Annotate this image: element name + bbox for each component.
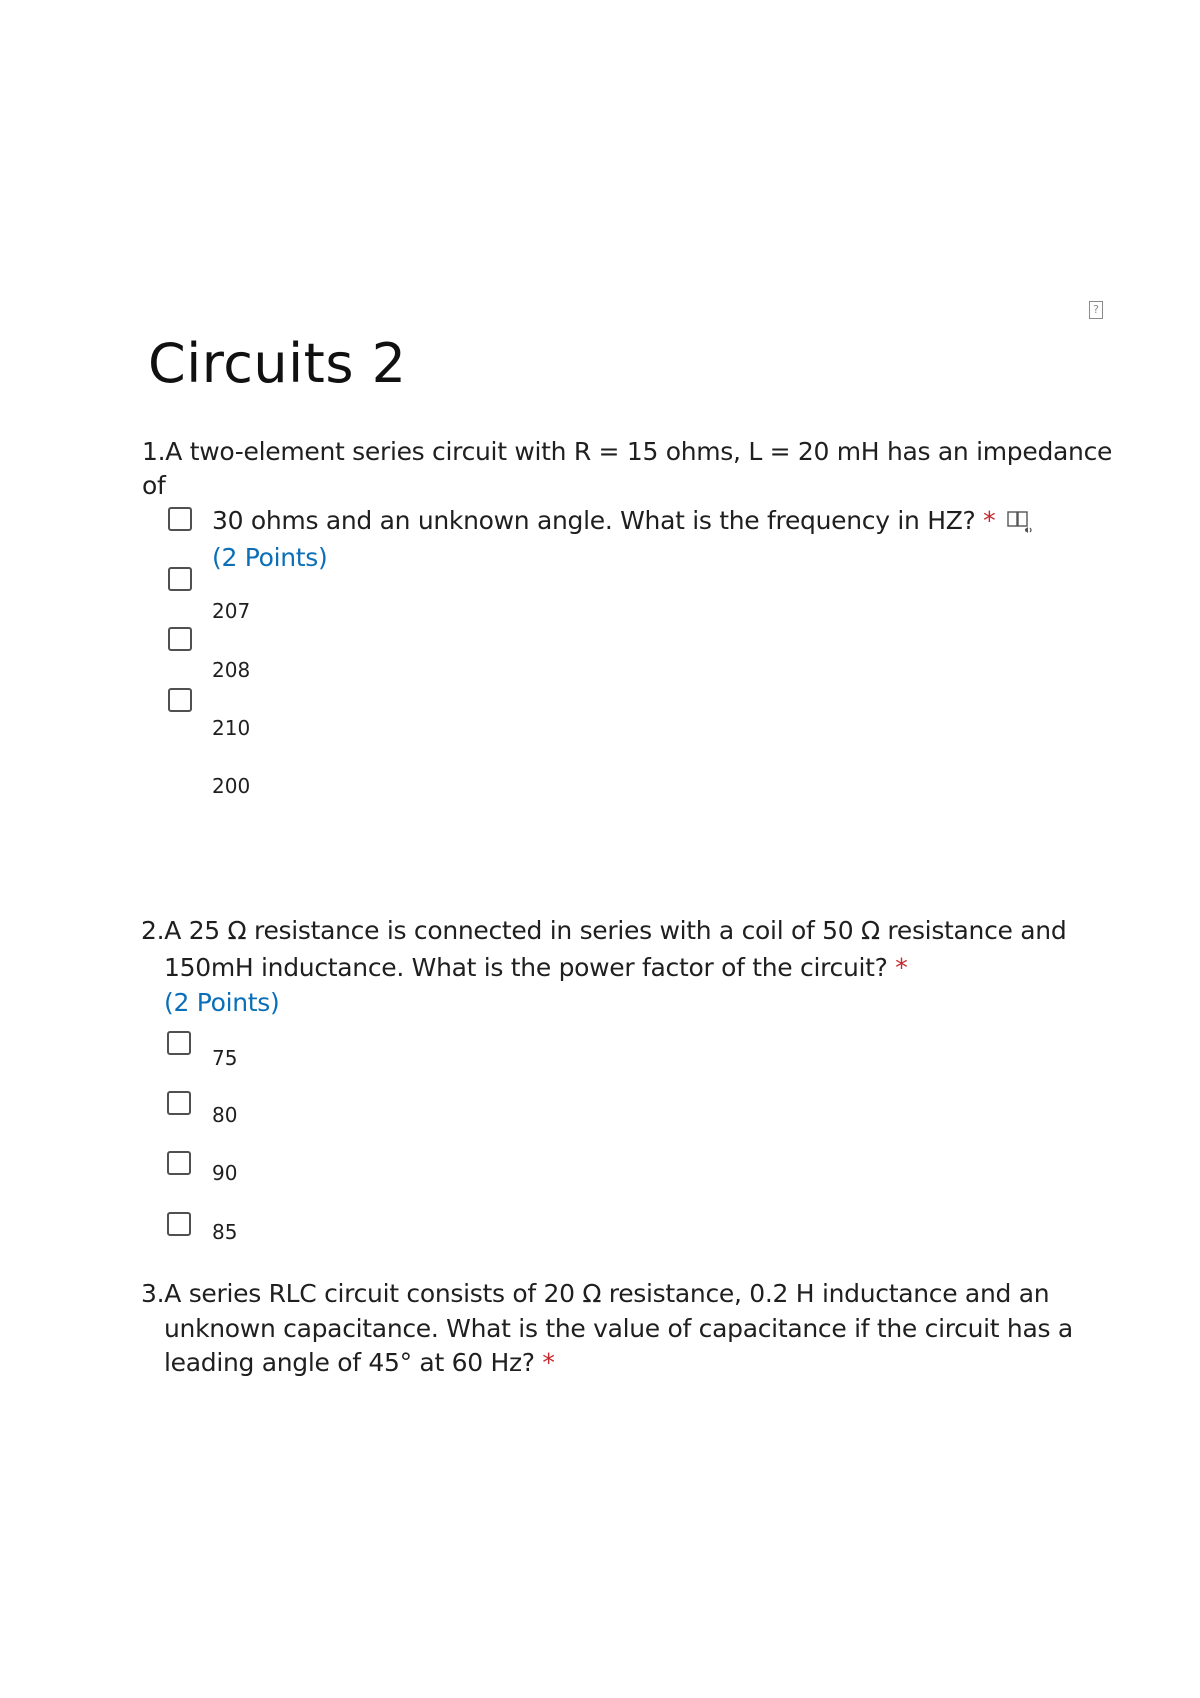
question-3-text-line-1: 3.A series RLC circuit consists of 20 Ω resistance, 0.2 H inductance and an [141,1279,1050,1308]
missing-glyph-icon: ? [1089,301,1103,319]
question-2-text-line-1: 2.A 25 Ω resistance is connected in series with a coil of 50 Ω resistance and [141,916,1067,945]
question-2-option-4: 85 [212,1220,238,1244]
question-1-checkbox-4[interactable] [168,688,192,712]
question-3-text-line-3 [164,1346,555,1380]
question-1-checkbox-2[interactable] [168,567,192,591]
question-1-text-line-1: 1.A two-element series circuit with R = 15 ohms, L = 20 mH has an impedance [142,437,1113,466]
question-2-text-line-2 [164,951,908,985]
question-1-text-line-3 [212,504,1035,538]
required-asterisk: * [983,506,996,535]
question-2-option-3: 90 [212,1161,238,1185]
question-2-checkbox-1[interactable] [167,1031,191,1055]
question-2-option-2: 80 [212,1103,238,1127]
question-1-text: 30 ohms and an unknown angle. What is the frequency in HZ? [212,506,976,535]
question-1-text-line-2: of [142,471,166,500]
question-2-points: (2 Points) [164,988,280,1017]
question-3-text-line-2: unknown capacitance. What is the value of capacitance if the circuit has a [164,1314,1073,1343]
question-3-text: leading angle of 45° at 60 Hz? [164,1348,535,1377]
question-2-option-1: 75 [212,1046,238,1070]
immersive-reader-icon[interactable] [1007,509,1035,535]
question-1-option-2: 208 [212,658,251,682]
question-2-checkbox-4[interactable] [167,1212,191,1236]
required-asterisk: * [895,953,908,982]
question-1-option-4: 200 [212,774,251,798]
question-2-text: 150mH inductance. What is the power factor of the circuit? [164,953,888,982]
question-1-points: (2 Points) [212,543,328,572]
question-1-option-3: 210 [212,716,251,740]
page-title: Circuits 2 [148,332,407,395]
required-asterisk: * [542,1348,555,1377]
question-1-checkbox-1[interactable] [168,507,192,531]
question-1-option-1: 207 [212,599,251,623]
question-2-checkbox-2[interactable] [167,1091,191,1115]
question-1-checkbox-3[interactable] [168,627,192,651]
question-2-checkbox-3[interactable] [167,1151,191,1175]
